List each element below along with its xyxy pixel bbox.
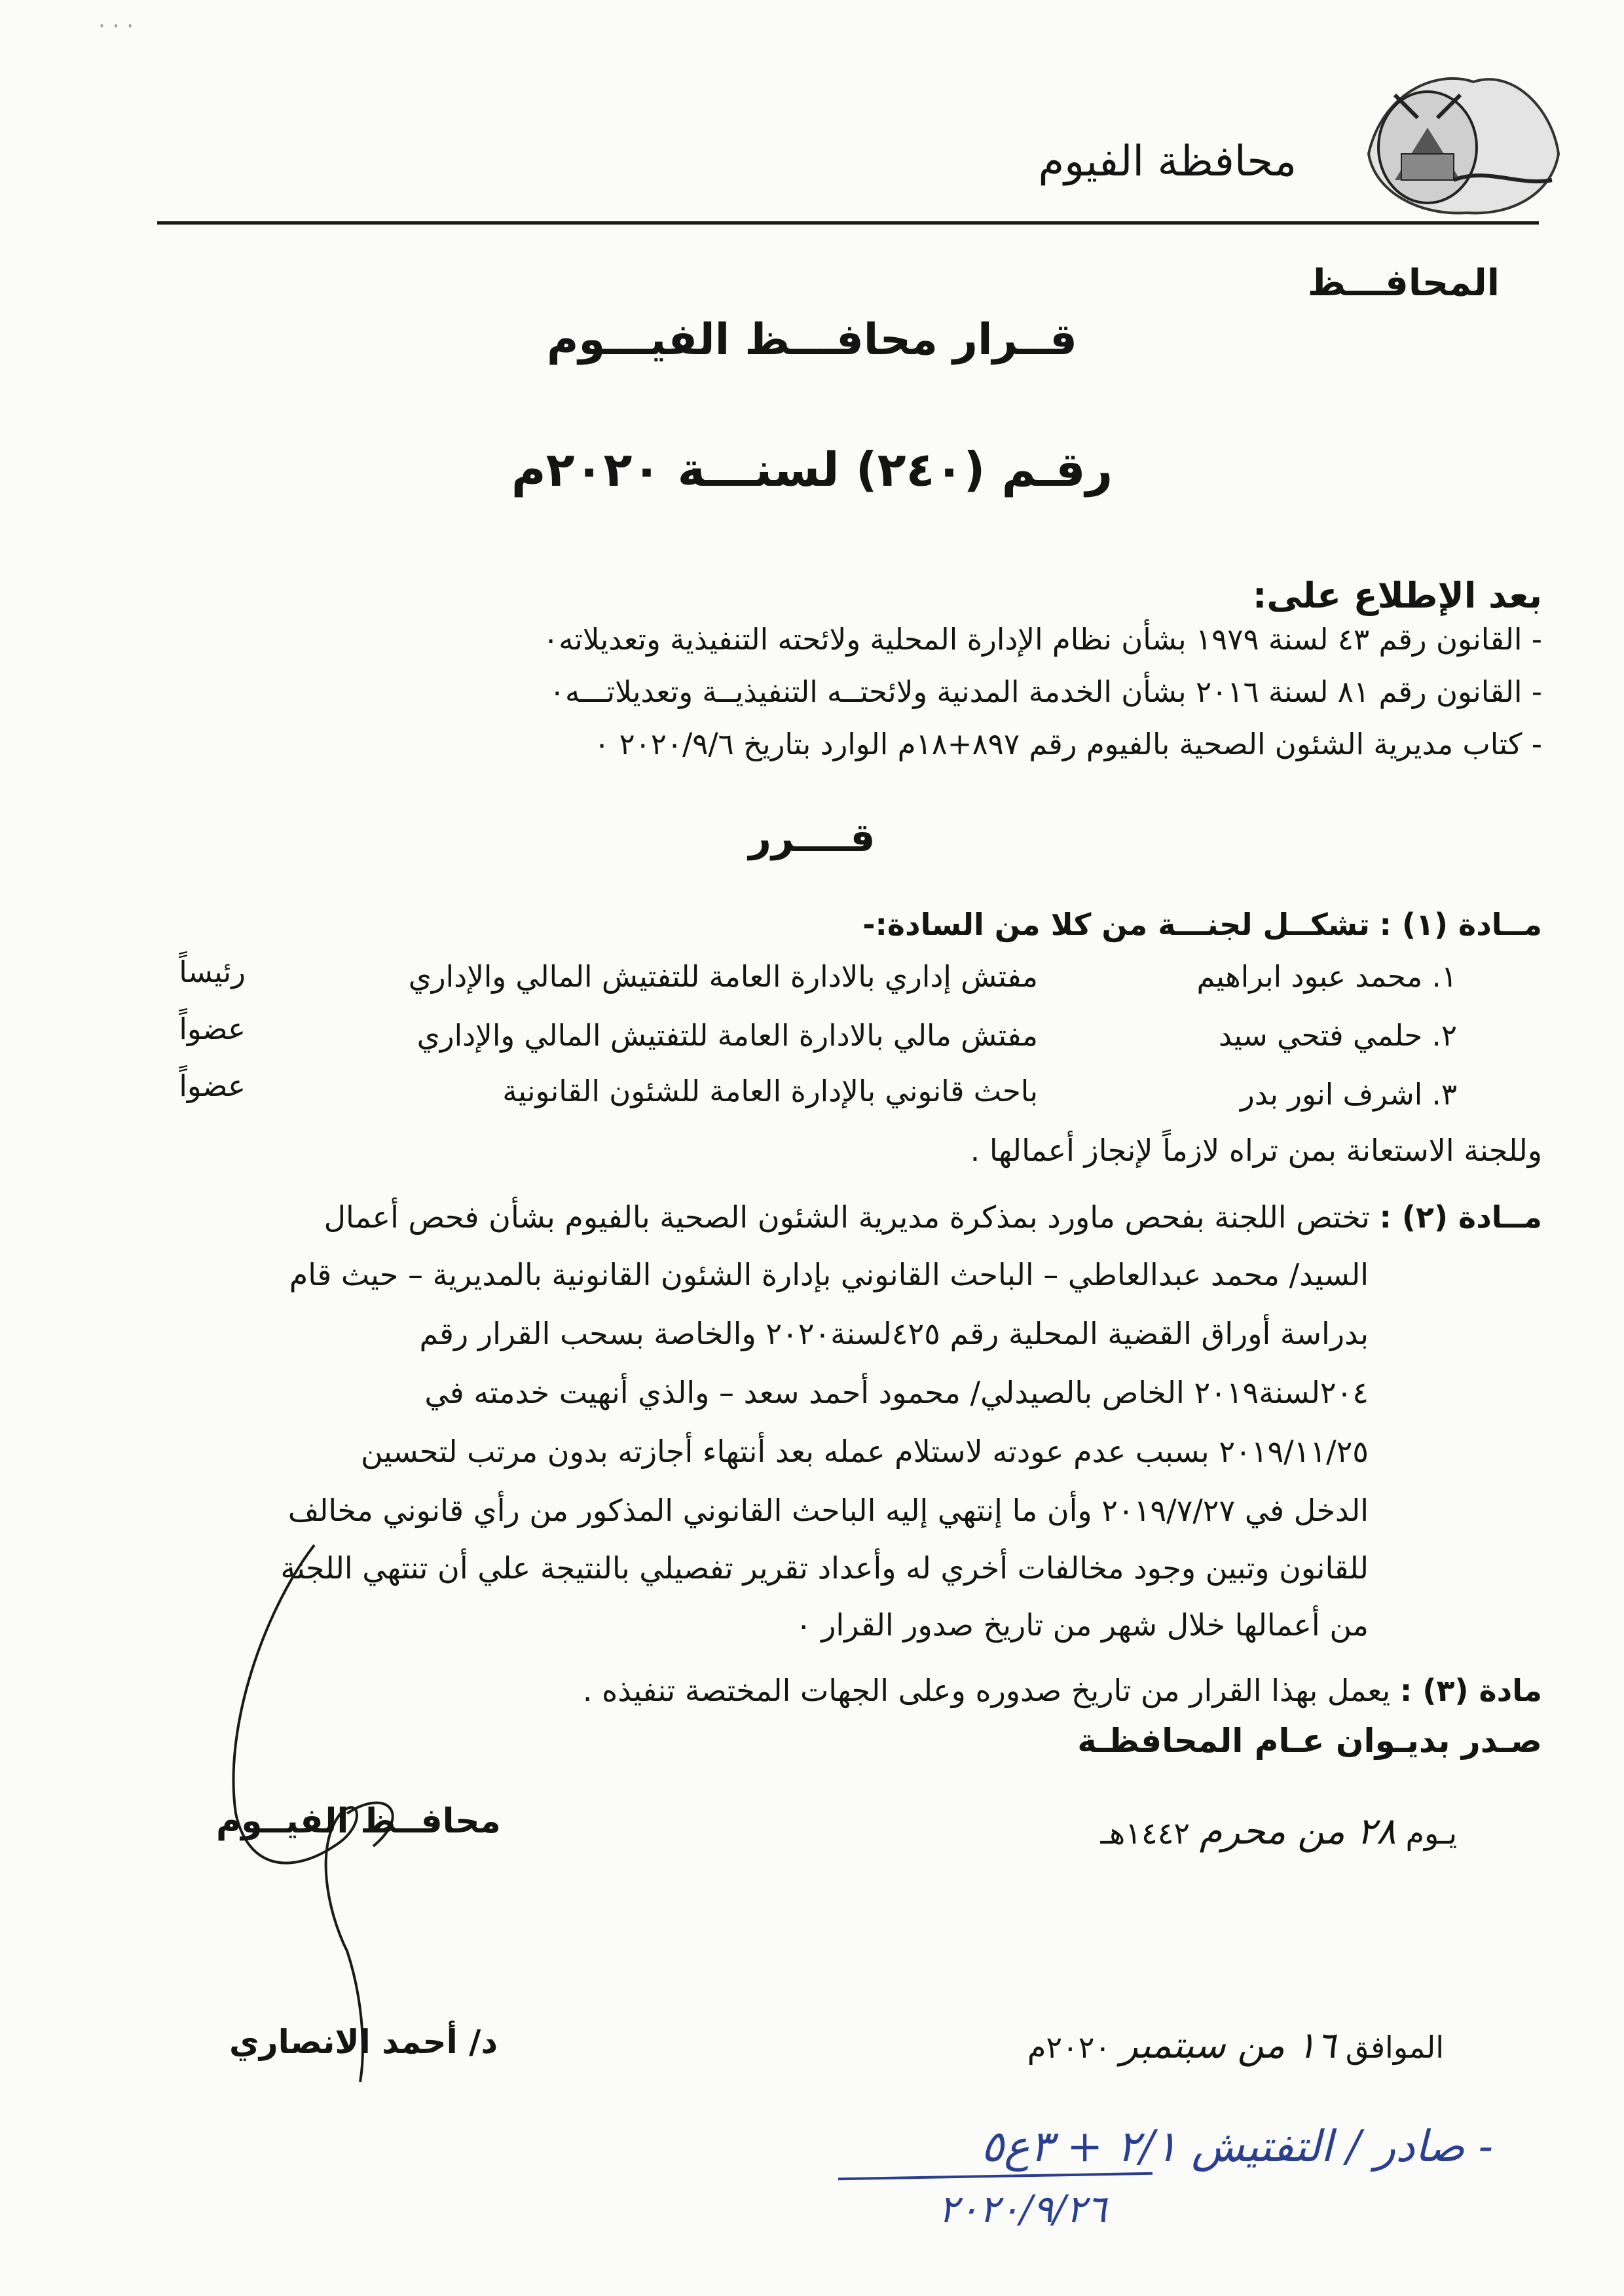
member-name: ٣. اشرف انور بدر: [1240, 1077, 1457, 1112]
corresponding-handwritten: ١٦ من سبتمبر: [1120, 2024, 1337, 2067]
office-label: المحافـــظ: [1307, 262, 1500, 304]
member-role: رئيساً: [179, 955, 246, 989]
handwritten-underline: [838, 2172, 1153, 2180]
article-2-line: الدخل في ٢٠١٩/٧/٢٧ وأن ما إنتهي إليه الباحث القانوني المذكور من رأي قانوني مخالف: [287, 1493, 1369, 1528]
header-divider: [157, 221, 1539, 225]
handwritten-note-date: ٢٠٢٠/٩/٢٦: [938, 2187, 1107, 2231]
gregorian-date-line: [1027, 2024, 1444, 2067]
corner-scan-marks: · · ·: [98, 13, 134, 39]
article-2-line: تختص اللجنة بفحص ماورد بمذكرة مديرية الشئون الصحية بالفيوم بشأن فحص أعمال: [323, 1199, 1370, 1235]
article-1-text: تشكــل لجنـــة من كلا من السادة:-: [862, 907, 1370, 942]
signatory-name: د/ أحمد الانصاري: [229, 2023, 498, 2061]
governorate-name: محافظة الفيوم: [1038, 137, 1297, 186]
article-3-label: مادة (٣) :: [1399, 1673, 1542, 1708]
handwritten-signature: [196, 1506, 524, 2095]
signatory-title: محافــظ الفيــوم: [216, 1802, 501, 1841]
preamble-heading: بعد الإطلاع على:: [1252, 575, 1542, 616]
member-name: ١. محمد عبود ابراهيم: [1196, 959, 1457, 994]
article-2-line: للقانون وتبين وجود مخالفات أخري له وأعداد تقرير تفصيلي بالنتيجة علي أن تنتهي اللجنة: [280, 1550, 1369, 1586]
article-1-label: مــادة (١) :: [1379, 907, 1542, 942]
decision-number: رقـم (٢٤٠) لسنـــة ٢٠٢٠م: [511, 442, 1113, 497]
article-2-line: ٢٠١٩/١١/٢٥ بسبب عدم عودته لاستلام عمله بعد أنتهاء أجازته بدون مرتب لتحسين: [361, 1434, 1369, 1469]
hijri-date-line: [1101, 1810, 1457, 1853]
article-2-label-line: [324, 1199, 1542, 1235]
preamble-item: - كتاب مديرية الشئون الصحية بالفيوم رقم ٨٩٧+١٨م الوارد بتاريخ ٢٠٢٠/٩/٦ ٠: [593, 727, 1542, 761]
article-2-line: ٢٠٤لسنة٢٠١٩ الخاص بالصيدلي/ محمود أحمد سعد – والذي أنهيت خدمته في: [424, 1375, 1369, 1410]
preamble-item: - القانون رقم ٤٣ لسنة ١٩٧٩ بشأن نظام الإدارة المحلية ولائحته التنفيذية وتعديلاته٠: [543, 622, 1542, 657]
day-handwritten: ٢٨ من محرم: [1199, 1810, 1396, 1853]
article-1: [862, 907, 1542, 942]
governorate-seal-logo: [1356, 56, 1565, 219]
day-prefix: يـوم: [1405, 1815, 1457, 1851]
handwritten-note-line-1: - صادر / التفتيش ٢/١ + ٣ع٥: [980, 2121, 1493, 2172]
member-name: ٢. حلمي فتحي سيد: [1218, 1018, 1457, 1053]
member-title: مفتش إداري بالادارة العامة للتفتيش المالي والإداري: [408, 959, 1038, 994]
issued-line: صـدر بديـوان عـام المحافظـة: [1077, 1722, 1542, 1760]
article-2-line: من أعمالها خلال شهر من تاريخ صدور القرار ٠: [795, 1607, 1369, 1643]
article-3-text: يعمل بهذا القرار من تاريخ صدوره وعلى الجهات المختصة تنفيذه .: [582, 1673, 1391, 1708]
article-2-line: بدراسة أوراق القضية المحلية رقم ٤٢٥لسنة٢٠٢٠ والخاصة بسحب القرار رقم: [419, 1316, 1369, 1351]
member-title: باحث قانوني بالإدارة العامة للشئون القانونية: [502, 1074, 1038, 1108]
day-suffix: ١٤٤٢هـ: [1100, 1815, 1190, 1851]
article-3: [583, 1673, 1542, 1708]
decided-heading: قــــرر: [748, 815, 876, 861]
corresponding-suffix: ٢٠٢٠م: [1027, 2030, 1111, 2065]
article-2-label: مــادة (٢) :: [1379, 1199, 1542, 1235]
article-2-line: السيد/ محمد عبدالعاطي – الباحث القانوني بإدارة الشئون القانونية بالمديرية – حيث قام: [289, 1257, 1369, 1292]
member-role: عضواً: [179, 1011, 246, 1046]
decision-title: قــرار محافـــظ الفيـــوم: [546, 314, 1077, 365]
corresponding-prefix: الموافق: [1345, 2030, 1444, 2065]
preamble-item: - القانون رقم ٨١ لسنة ٢٠١٦ بشأن الخدمة المدنية ولائحتــه التنفيذيــة وتعديلاتـــه٠: [549, 674, 1542, 709]
article-1-footer: وللجنة الاستعانة بمن تراه لازماً لإنجاز أعمالها .: [970, 1133, 1542, 1168]
member-title: مفتش مالي بالادارة العامة للتفتيش المالي والإداري: [416, 1018, 1038, 1053]
member-role: عضواً: [179, 1068, 246, 1103]
